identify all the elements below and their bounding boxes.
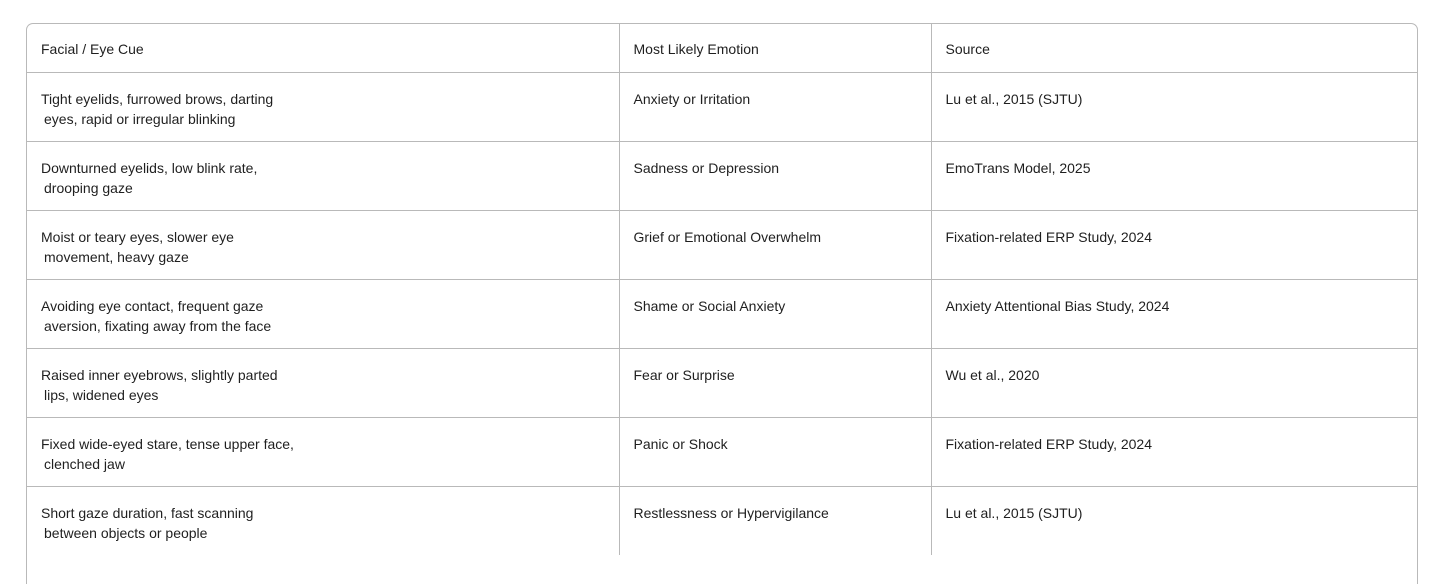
cue-cell: [27, 72, 619, 141]
table-row: [27, 72, 1417, 141]
column-header-emotion: Most Likely Emotion: [619, 24, 931, 72]
cue-line: lips, widened eyes: [44, 386, 159, 403]
emotion-cue-table: [27, 24, 1417, 555]
table-header: [27, 24, 1417, 72]
cue-line: Raised inner eyebrows, slightly parted: [41, 366, 278, 383]
cue-line: Downturned eyelids, low blink rate,: [41, 159, 258, 176]
cue-line: eyes, rapid or irregular blinking: [44, 110, 236, 127]
source-cell: EmoTrans Model, 2025: [931, 141, 1417, 210]
cue-cell: [27, 210, 619, 279]
cue-line: Tight eyelids, furrowed brows, darting: [41, 90, 274, 107]
table-row: [27, 348, 1417, 417]
emotion-cue-table-container: [26, 23, 1418, 584]
cue-line: clenched jaw: [44, 455, 125, 472]
source-cell: Anxiety Attentional Bias Study, 2024: [931, 279, 1417, 348]
cue-cell: [27, 279, 619, 348]
table-body: [27, 72, 1417, 555]
emotion-cell: Grief or Emotional Overwhelm: [619, 210, 931, 279]
source-cell: Wu et al., 2020: [931, 348, 1417, 417]
emotion-cell: Anxiety or Irritation: [619, 72, 931, 141]
header-row: [27, 24, 1417, 72]
table-row: [27, 279, 1417, 348]
emotion-cell: Sadness or Depression: [619, 141, 931, 210]
source-cell: Lu et al., 2015 (SJTU): [931, 486, 1417, 555]
source-cell: Fixation-related ERP Study, 2024: [931, 417, 1417, 486]
cue-line: Fixed wide-eyed stare, tense upper face,: [41, 435, 294, 452]
cue-line: drooping gaze: [44, 179, 133, 196]
emotion-cell: Panic or Shock: [619, 417, 931, 486]
cue-cell: [27, 348, 619, 417]
emotion-cell: Fear or Surprise: [619, 348, 931, 417]
cue-cell: [27, 141, 619, 210]
cue-line: Moist or teary eyes, slower eye: [41, 228, 234, 245]
source-cell: Fixation-related ERP Study, 2024: [931, 210, 1417, 279]
cue-line: movement, heavy gaze: [44, 248, 189, 265]
emotion-cell: Restlessness or Hypervigilance: [619, 486, 931, 555]
column-header-cue: Facial / Eye Cue: [41, 41, 144, 57]
cue-line: aversion, fixating away from the face: [44, 317, 272, 334]
table-row: [27, 141, 1417, 210]
cue-line: Avoiding eye contact, frequent gaze: [41, 297, 264, 314]
column-header-source: Source: [931, 24, 1417, 72]
source-cell: Lu et al., 2015 (SJTU): [931, 72, 1417, 141]
cue-line: Short gaze duration, fast scanning: [41, 504, 254, 521]
table-row: [27, 486, 1417, 555]
table-row: [27, 210, 1417, 279]
cue-cell: [27, 417, 619, 486]
table-row: [27, 417, 1417, 486]
cue-line: between objects or people: [44, 524, 208, 541]
emotion-cell: Shame or Social Anxiety: [619, 279, 931, 348]
cue-cell: [27, 486, 619, 555]
